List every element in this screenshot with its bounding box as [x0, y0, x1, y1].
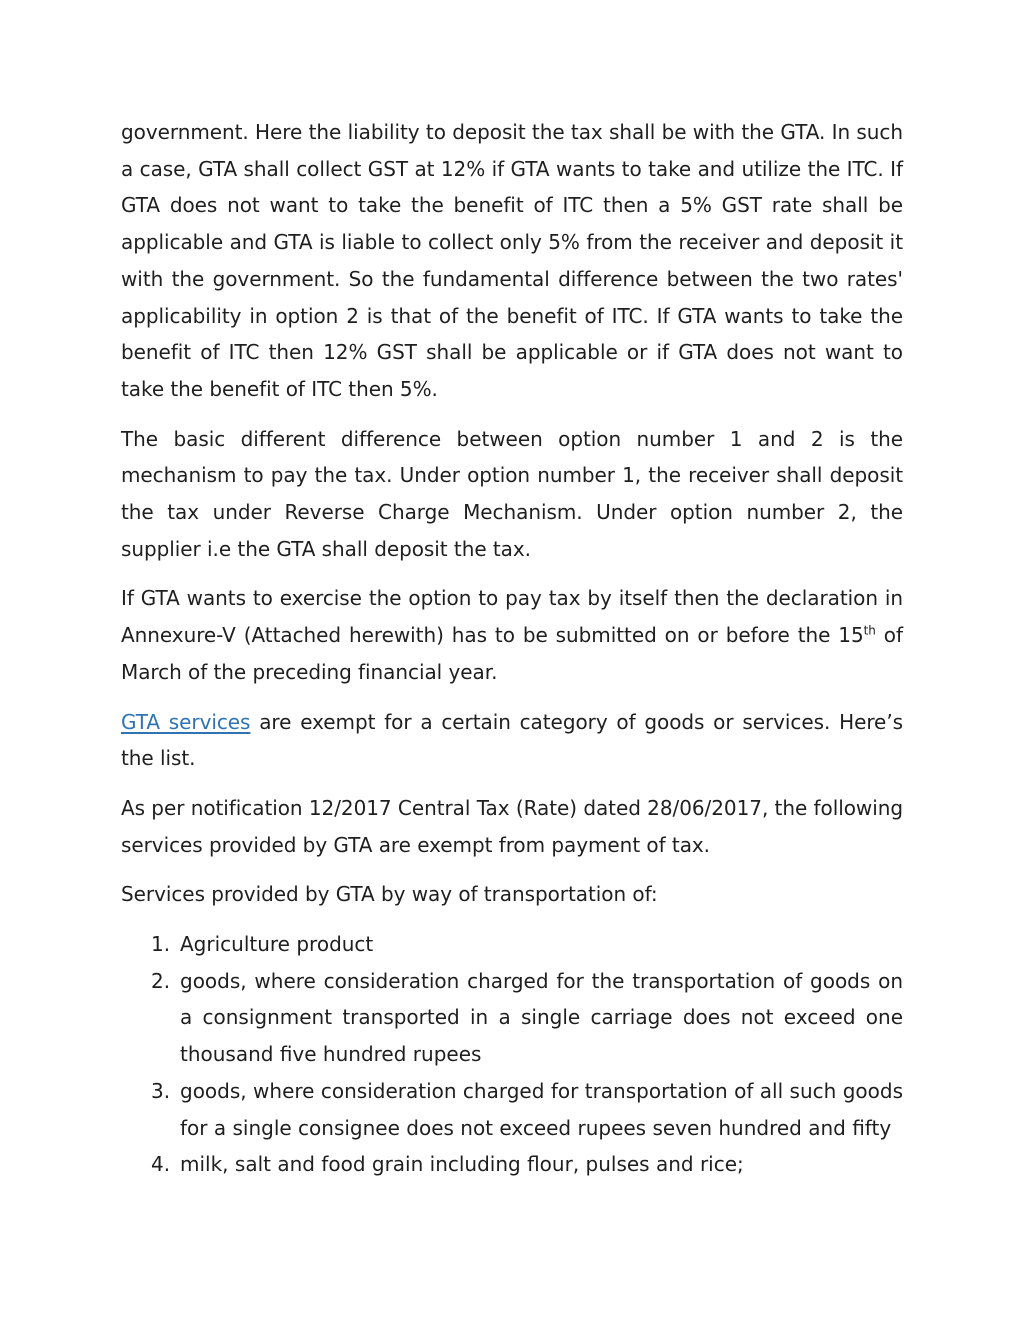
declaration-text-start: If GTA wants to exercise the option to pay tax by itself then the declaration in Annexure-V (Attached herewith) has to be submitted on or before the 15: [121, 586, 903, 648]
list-item-text: Agriculture product: [180, 932, 374, 957]
list-item-text: milk, salt and food grain including flour, pulses and rice;: [180, 1152, 744, 1177]
list-item: [121, 1073, 903, 1146]
paragraph-declaration: [121, 580, 903, 690]
list-item-number: 4.: [151, 1152, 171, 1177]
paragraph-gst-rates: government. Here the liability to deposit the tax shall be with the GTA. In such a case, GTA shall collect GST at 12% if GTA wants to take and utilize the ITC. If GTA does not want to take the benefit of ITC then a 5% GST rate shall be applicable and GTA is liable to collect only 5% from the receiver and deposit it with the government. So the fundamental difference between the two rates' applicability in option 2 is that of the benefit of ITC. If GTA wants to take the benefit of ITC then 12% GST shall be applicable or if GTA does not want to take the benefit of ITC then 5%.: [121, 120, 903, 401]
exempt-services-list: [121, 926, 903, 1183]
document-page: [121, 114, 903, 1183]
paragraph-exempt-services: [121, 704, 903, 777]
list-item-number: 2.: [151, 968, 171, 993]
list-item: [121, 926, 903, 963]
list-item-text: goods, where consideration charged for transportation of all such goods for a single consignee does not exceed rupees seven hundred and fifty: [180, 1078, 903, 1140]
ordinal-superscript: th: [863, 623, 876, 638]
list-item-number: 3.: [151, 1078, 171, 1103]
paragraph-option-difference: The basic different difference between option number 1 and 2 is the mechanism to pay the tax. Under option number 1, the receiver shall deposit the tax under Reverse Charge Mechanism. Under option number 2, the supplier i.e the GTA shall deposit the tax.: [121, 426, 903, 561]
declaration-text-end: of March of the preceding financial year.: [121, 623, 903, 684]
list-item-text: goods, where consideration charged for the transportation of goods on a consignment transported in a single carriage does not exceed one thousand five hundred rupees: [180, 968, 903, 1067]
gta-services-link[interactable]: GTA services: [121, 709, 251, 734]
paragraph-notification: As per notification 12/2017 Central Tax (Rate) dated 28/06/2017, the following services provided by GTA are exempt from payment of tax.: [121, 795, 903, 857]
paragraph-list-intro: Services provided by GTA by way of transportation of:: [121, 882, 658, 907]
list-item-number: 1.: [151, 932, 171, 957]
list-item: [121, 963, 903, 1073]
exempt-services-text: are exempt for a certain category of goods or services. Here’s the list.: [121, 709, 903, 771]
list-item: [121, 1146, 903, 1183]
